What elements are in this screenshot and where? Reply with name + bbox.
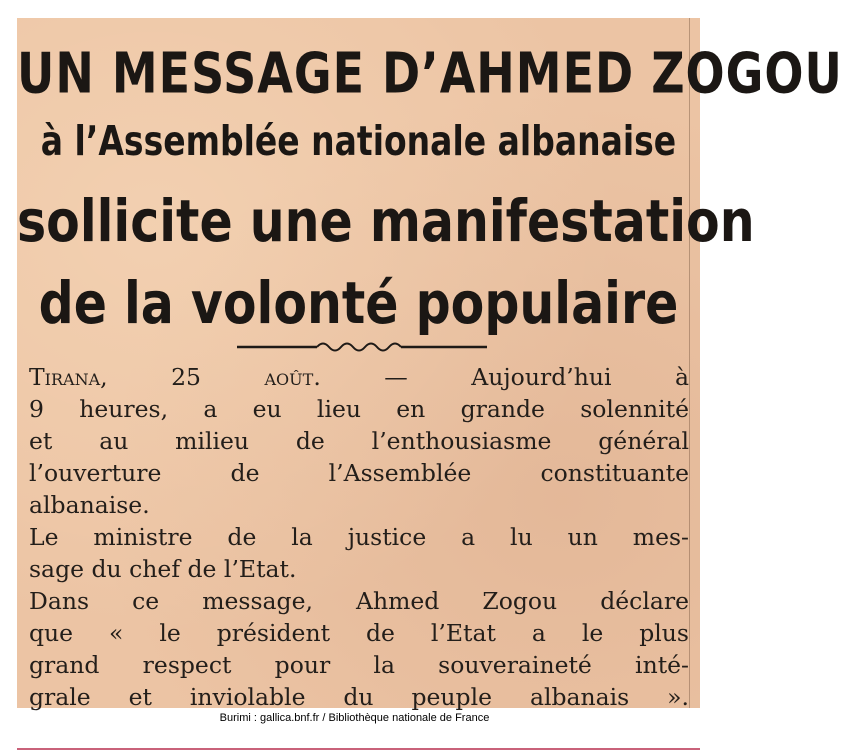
article-line: sage du chef de l’Etat. [29,555,297,583]
bottom-divider [17,748,700,750]
headline-line-2: à l’Assemblée nationale albanaise [40,116,677,165]
headline-line-1: UN MESSAGE D’AHMED ZOGOU [17,40,843,106]
article-line-text: — Aujourd’hui à [384,363,689,391]
article-line: Le ministre de la justice a lu un mes- [29,523,689,551]
article-line: 9 heures, a eu lieu en grande solennité [29,395,689,423]
article-line: et au milieu de l’enthousiasme général [29,427,689,455]
article-line: albanaise. [29,491,150,519]
source-caption: Burimi : gallica.bnf.fr / Bibliothèque nationale de France [219,712,490,724]
dateline: Tirana, 25 août. [29,363,321,391]
headline-line-3: sollicite une manifestation [17,188,755,256]
article-line: que « le président de l’Etat a le plus [29,619,689,647]
article-body [29,361,689,713]
article-line: l’ouverture de l’Assemblée constituante [29,459,689,487]
newspaper-clipping [17,18,843,711]
ornamental-divider [237,338,487,354]
article-line: Dans ce message, Ahmed Zogou déclare [29,587,689,615]
article-line: grand respect pour la souveraineté inté- [29,651,689,679]
headline-line-4: de la volonté populaire [38,270,679,338]
article-line: grale et inviolable du peuple albanais ». [29,683,689,711]
article-line [29,361,689,393]
